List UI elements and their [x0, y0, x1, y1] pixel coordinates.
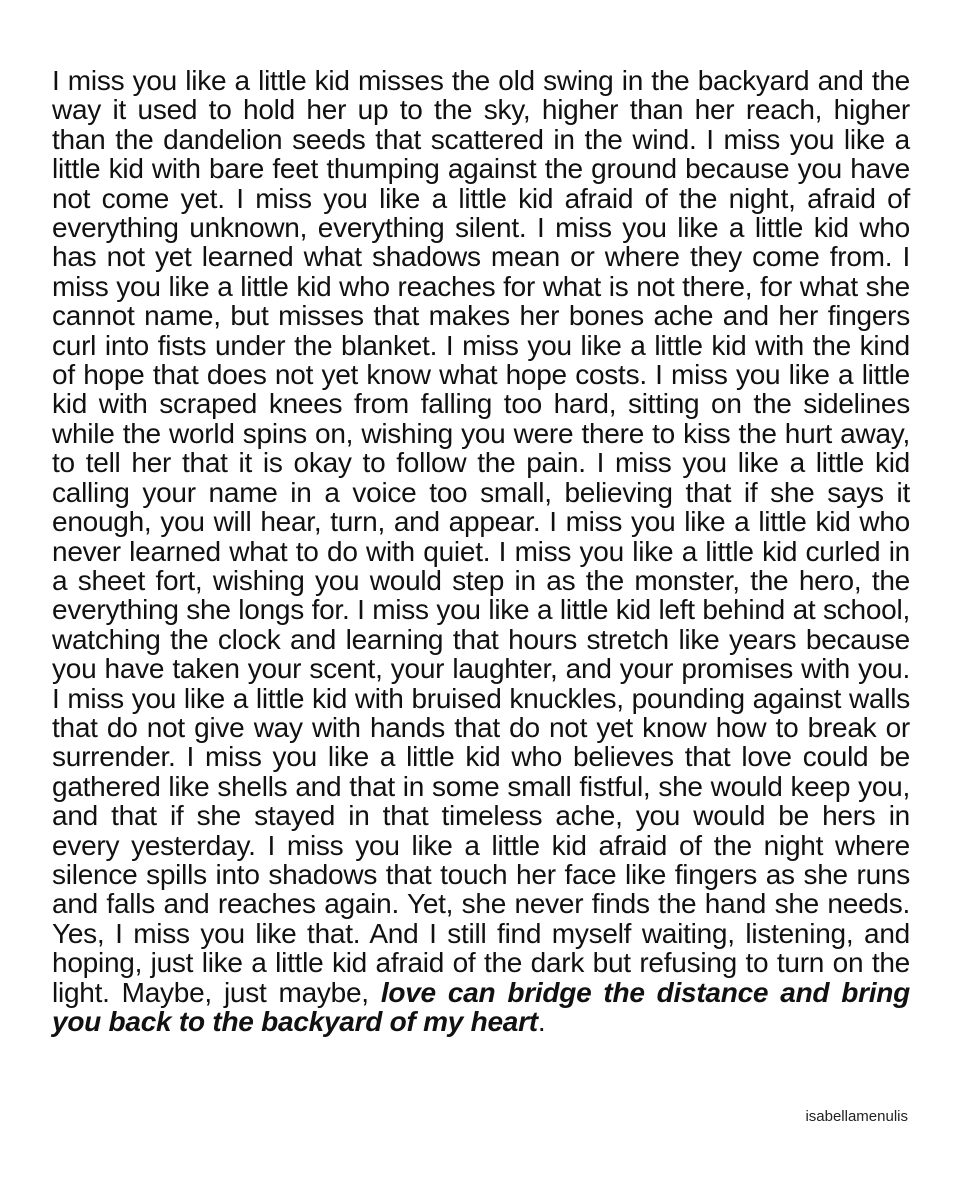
author-signature: isabellamenulis — [805, 1108, 908, 1125]
poem-closing-line: love can bridge the distance and bring you back to the backyard of my heart — [52, 976, 911, 1037]
closing-punctuation: . — [537, 1006, 546, 1037]
poem-body: I miss you like a little kid misses the old swing in the backyard and the way it used to hold her up to the sky, higher than her reach, higher than the dandelion seeds that scattered in the wind. I miss you like a little kid with bare feet thumping against the ground because you have not come yet. I miss you like a little kid afraid of the night, afraid of everything unknown, everything silent. I miss you like a little kid who has not yet learned what shadows mean or where they come from. I miss you like a little kid who reaches for what is not there, for what she cannot name, but misses that makes her bones ache and her fingers curl into fists under the blanket. I miss you like a little kid with the kind of hope that does not yet know what hope costs. I miss you like a little kid with scraped knees from falling too hard, sitting on the sidelines while the world spins on, wishing you were there to kiss the hurt away, to tell her that it is okay to follow the pain. I miss you like a little kid calling your name in a voice too small, believing that if she says it enough, you will hear, turn, and appear. I miss you like a little kid who never learned what to do with quiet. I miss you like a little kid curled in a sheet fort, wishing you would step in as the monster, the hero, the everything she longs for. I miss you like a little kid left behind at school, watching the clock and learning that hours stretch like years because you have taken your scent, your laughter, and your promises with you. I miss you like a little kid with bruised knuckles, pounding against walls that do not give way with hands that do not yet know how to break or surrender. I miss you like a little kid who believes that love could be gathered like shells and that in some small fistful, she would keep you, and that if she stayed in that timeless ache, you would be hers in every yesterday. I miss you like a little kid afraid of the night where silence spills into shadows that touch her face like fingers as she runs and falls and reaches again. Yet, she never finds the hand she needs. Yes, I miss you like that. And I still find myself waiting, listening, and hoping, just like a little kid afraid of the dark but refusing to turn on the light. Maybe, just maybe, — [52, 65, 910, 1008]
poem-text — [52, 66, 910, 1036]
